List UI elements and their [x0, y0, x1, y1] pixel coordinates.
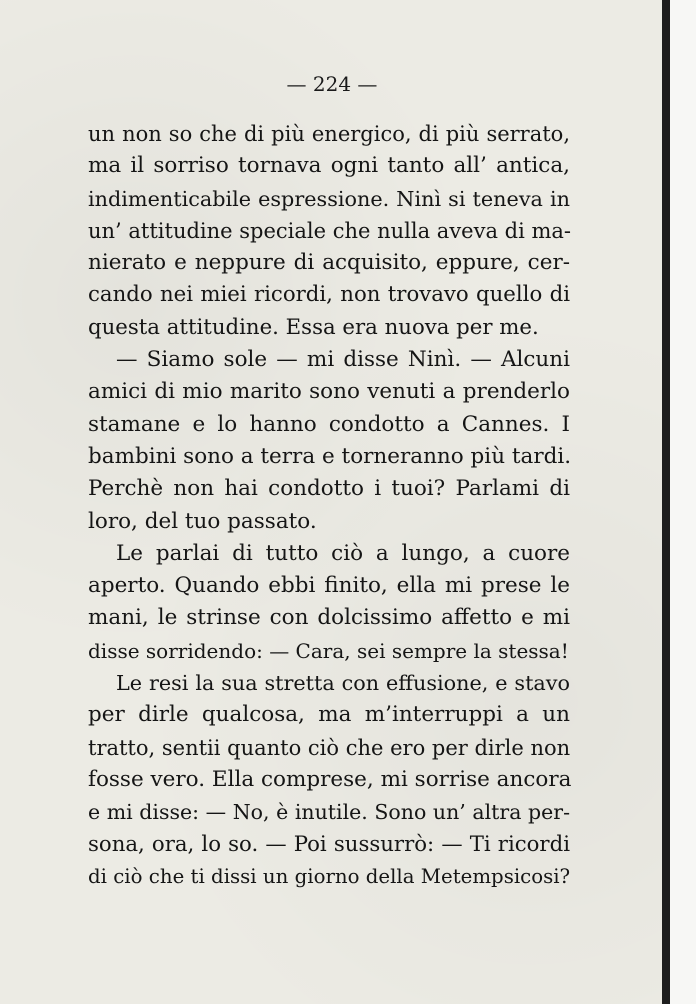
scan-margin: [670, 0, 696, 1004]
text-line: disse sorridendo: — Cara, sei sempre la stessa!: [88, 638, 569, 663]
body-text: [88, 118, 570, 893]
text-line: indimenticabile espressione. Ninì si teneva in: [88, 186, 570, 211]
text-line: sona, ora, lo so. — Poi sussurrò: — Ti ricordi: [88, 831, 570, 857]
text-line: nierato e neppure di acquisito, eppure, cer-: [88, 250, 570, 276]
text-line: fosse vero. Ella comprese, mi sorrise ancora: [88, 766, 572, 792]
text-line: Perchè non hai condotto i tuoi? Parlami di: [88, 476, 570, 502]
text-line: questa attitudine. Essa era nuova per me.: [88, 314, 539, 340]
text-line: stamane e lo hanno condotto a Cannes. I: [88, 411, 570, 437]
text-line: aperto. Quando ebbi finito, ella mi prese le: [88, 573, 570, 599]
page-edge-shadow: [662, 0, 670, 1004]
text-line: Le resi la sua stretta con effusione, e stavo: [116, 671, 570, 696]
text-line: un non so che di più energico, di più serrato,: [88, 122, 570, 146]
text-line: bambini sono a terra e torneranno più tardi.: [88, 443, 572, 469]
text-line: Le parlai di tutto ciò a lungo, a cuore: [116, 540, 570, 566]
page-number: — 224 —: [286, 72, 378, 96]
text-line: cando nei miei ricordi, non trovavo quello di: [88, 282, 570, 308]
text-line: loro, del tuo passato.: [88, 508, 317, 534]
text-line: di ciò che ti dissi un giorno della Metempsicosi?: [88, 864, 571, 888]
text-line: amici di mio marito sono venuti a prenderlo: [88, 379, 570, 405]
text-line: un’ attitudine speciale che nulla aveva di ma-: [88, 218, 572, 243]
text-line: tratto, sentii quanto ciò che ero per dirle non: [88, 735, 571, 760]
text-line: — Siamo sole — mi disse Ninì. — Alcuni: [116, 347, 570, 373]
text-line: per dirle qualcosa, ma m’interruppi a un: [88, 702, 570, 728]
text-line: ma il sorriso tornava ogni tanto all’ antica,: [88, 153, 570, 179]
text-line: mani, le strinse con dolcissimo affetto e mi: [88, 605, 570, 631]
text-line: e mi disse: — No, è inutile. Sono un’ altra per-: [88, 800, 570, 825]
